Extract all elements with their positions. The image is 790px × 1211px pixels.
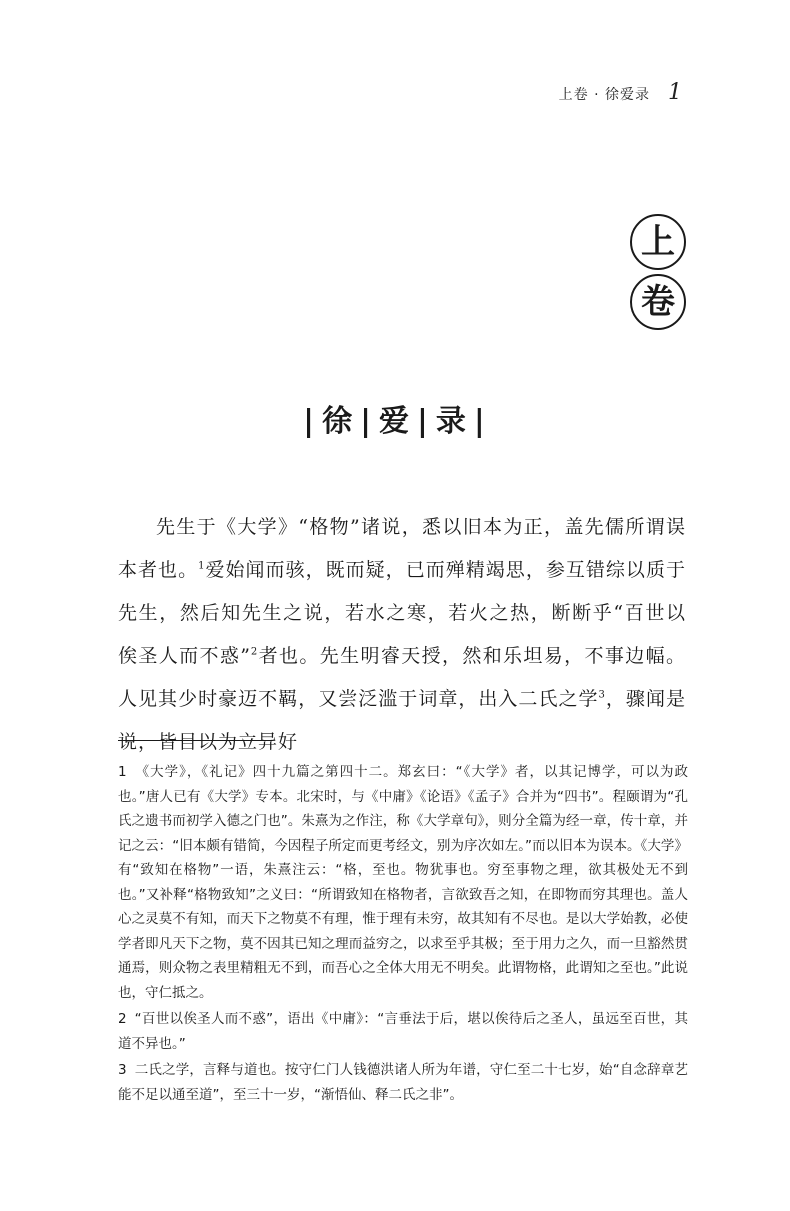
chapter-title [0, 396, 790, 440]
footnote-text: 二氏之学，言释与道也。按守仁门人钱德洪诸人所为年谱，守仁至二十七岁，始“自念辞章艺能不足以通至道”，至三十一岁，“渐悟仙、释二氏之非”。 [118, 1062, 688, 1103]
footnote-text: 《大学》，《礼记》四十九篇之第四十二。郑玄曰：“《大学》者，以其记博学，可以为政也。”唐人已有《大学》专本。北宋时，与《中庸》《论语》《孟子》合并为“四书”。程颐谓为“孔氏之遗书而初学入德之门也”。朱熹为之作注，称《大学章句》，则分全篇为经一章，传十章，并记之云：“旧本颇有错简，今因程子所定而更考经文，别为序次如左。”而以旧本为误本。《大学》有“致知在格物”一语，朱熹注云：“格，至也。物犹事也。穷至事物之理，欲其极处无不到也。”又补释“格物致知”之义曰：“所谓致知在格物者，言欲致吾之知，在即物而穷其理也。盖人心之灵莫不有知，而天下之物莫不有理，惟于理有未穷，故其知有不尽也。是以大学始教，必使学者即凡天下之物，莫不因其已知之理而益穷之，以求至乎其极；至于用力之久，而一旦豁然贯通焉，则众物之表里精粗无不到，而吾心之全体大用无不明矣。此谓物格，此谓知之至也。”此说也，守仁抵之。 [118, 764, 688, 1001]
footnote-ref-2[interactable]: 2 [250, 646, 259, 658]
body-text-segment: 先生于《大学》“格物”诸说，悉以旧本为正，盖先儒所谓误本者也。 [118, 516, 686, 581]
body-text-segment: 爱始闻而骇，既而疑，已而殚精竭思，参互错综以质于先生，然后知先生之说，若水之寒，若火之热，断断乎“百世以俟圣人而不惑” [118, 559, 686, 667]
footnotes [118, 760, 688, 1109]
footnote-number: 3 [118, 1062, 127, 1078]
footnote-3 [118, 1058, 688, 1107]
volume-badge [630, 214, 688, 334]
title-bar: | [303, 404, 317, 439]
body-text-segment: ，骤闻是说，皆目以为立异好 [118, 688, 686, 753]
page-number: 1 [668, 80, 682, 105]
body-text-segment: 者也。先生明睿天授，然和乐坦易，不事边幅。人见其少时豪迈不羁，又尝泛滥于词章，出入二氏之学 [118, 645, 686, 710]
footnote-2 [118, 1007, 688, 1056]
footnote-1 [118, 760, 688, 1005]
footnote-number: 1 [118, 764, 127, 780]
footnote-divider [118, 740, 264, 741]
running-header [559, 80, 682, 105]
footnote-text: “百世以俟圣人而不惑”，语出《中庸》：“言垂法于后，堪以俟待后之圣人，虽远至百世，其道不异也。” [118, 1011, 688, 1052]
volume-char-1: 上 [630, 214, 686, 270]
footnote-number: 2 [118, 1011, 127, 1027]
title-bar: | [473, 404, 487, 439]
title-char-2: 爱 [379, 404, 411, 439]
title-char-3: 录 [435, 404, 468, 439]
running-title: 上卷 · 徐爱录 [558, 87, 650, 103]
body-paragraph [118, 506, 686, 764]
title-bar: | [360, 404, 373, 439]
footnote-ref-3[interactable]: 3 [598, 689, 606, 701]
footnote-ref-1[interactable]: 1 [198, 560, 206, 572]
title-bar: | [417, 404, 430, 439]
title-char-1: 徐 [322, 404, 355, 439]
volume-char-2: 卷 [630, 274, 686, 330]
